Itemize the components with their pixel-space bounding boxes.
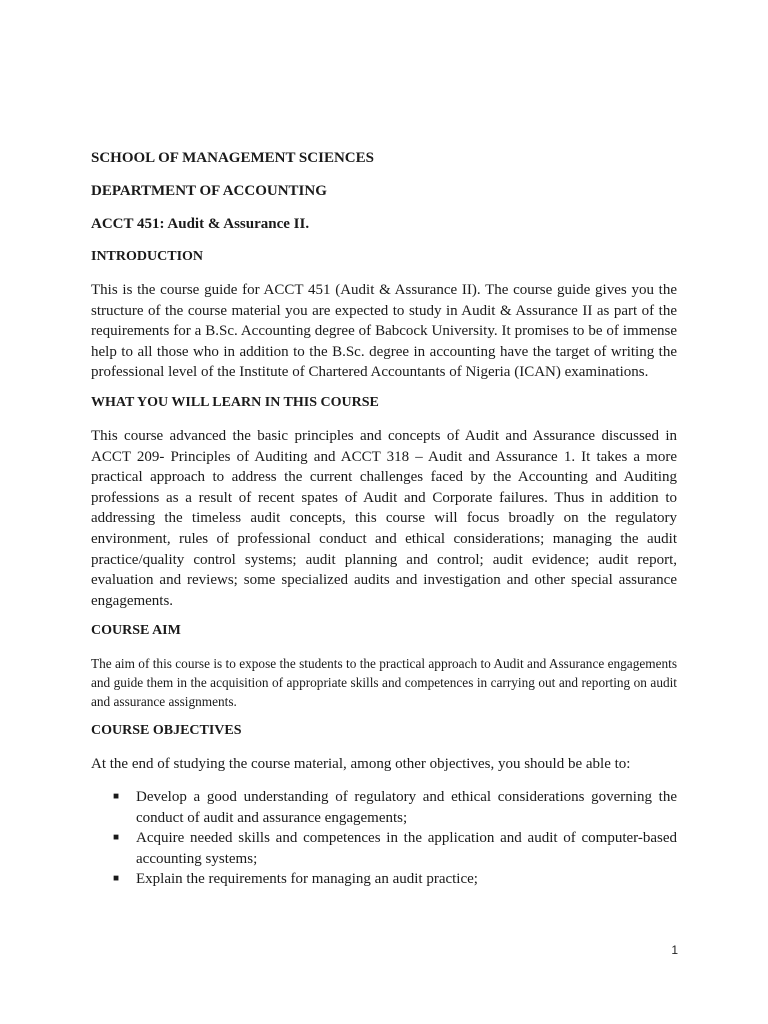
objectives-list: [91, 787, 677, 890]
list-item: [113, 787, 677, 828]
bullet-icon: ■: [113, 790, 120, 802]
list-item: [113, 828, 677, 869]
introduction-paragraph: This is the course guide for ACCT 451 (Audit & Assurance II). The course guide gives you the structure of the course material you are expected to study in Audit & Assurance II as part of the requirements for a B.Sc. Accounting degree of Babcock University. It promises to be of immense help to all those who in addition to the B.Sc. degree in accounting have the target of writing the professional level of the Institute of Chartered Accountants of Nigeria (ICAN) examinations.: [91, 282, 677, 381]
bullet-icon: ■: [113, 873, 120, 885]
course-aim-heading: COURSE AIM: [91, 623, 181, 639]
objectives-intro: At the end of studying the course material, among other objectives, you should be able to:: [91, 756, 631, 773]
introduction-heading: INTRODUCTION: [91, 249, 204, 264]
school-title: SCHOOL OF MANAGEMENT SCIENCES: [91, 150, 374, 166]
objective-text: Explain the requirements for managing an audit practice;: [136, 871, 478, 888]
document-body: [91, 148, 677, 890]
learn-heading: WHAT YOU WILL LEARN IN THIS COURSE: [91, 394, 379, 410]
course-title: ACCT 451: Audit & Assurance II.: [91, 216, 310, 232]
objective-text: Develop a good understanding of regulatory and ethical considerations governing the conduct of audit and assurance engagements;: [136, 788, 677, 826]
learn-paragraph: This course advanced the basic principles and concepts of Audit and Assurance discussed in ACCT 209- Principles of Auditing and ACCT 318 – Audit and Assurance 1. It takes a more practical approach to address the current challenges faced by the Accounting and Auditing professions as a result of recent spates of Audit and Corporate failures. Thus in addition to addressing the timeless audit concepts, this course will focus broadly on the regulatory environment, rules of professional conduct and ethical considerations; managing the audit practice/quality control systems; audit planning and control; audit evidence; audit report, evaluation and reviews; some specialized audits and investigation and other special assurance engagements.: [91, 427, 677, 609]
page-number: 1: [671, 943, 678, 957]
course-aim-paragraph: The aim of this course is to expose the students to the practical approach to Audit and Assurance engagements and guide them in the acquisition of appropriate skills and competences in carrying out and reporting on audit and assurance assignments.: [91, 656, 677, 710]
department-title: DEPARTMENT OF ACCOUNTING: [91, 183, 327, 199]
list-item: [113, 869, 677, 890]
objective-text: Acquire needed skills and competences in the application and audit of computer-based accounting systems;: [136, 830, 677, 867]
course-objectives-heading: COURSE OBJECTIVES: [91, 723, 242, 739]
bullet-icon: ■: [113, 832, 120, 844]
